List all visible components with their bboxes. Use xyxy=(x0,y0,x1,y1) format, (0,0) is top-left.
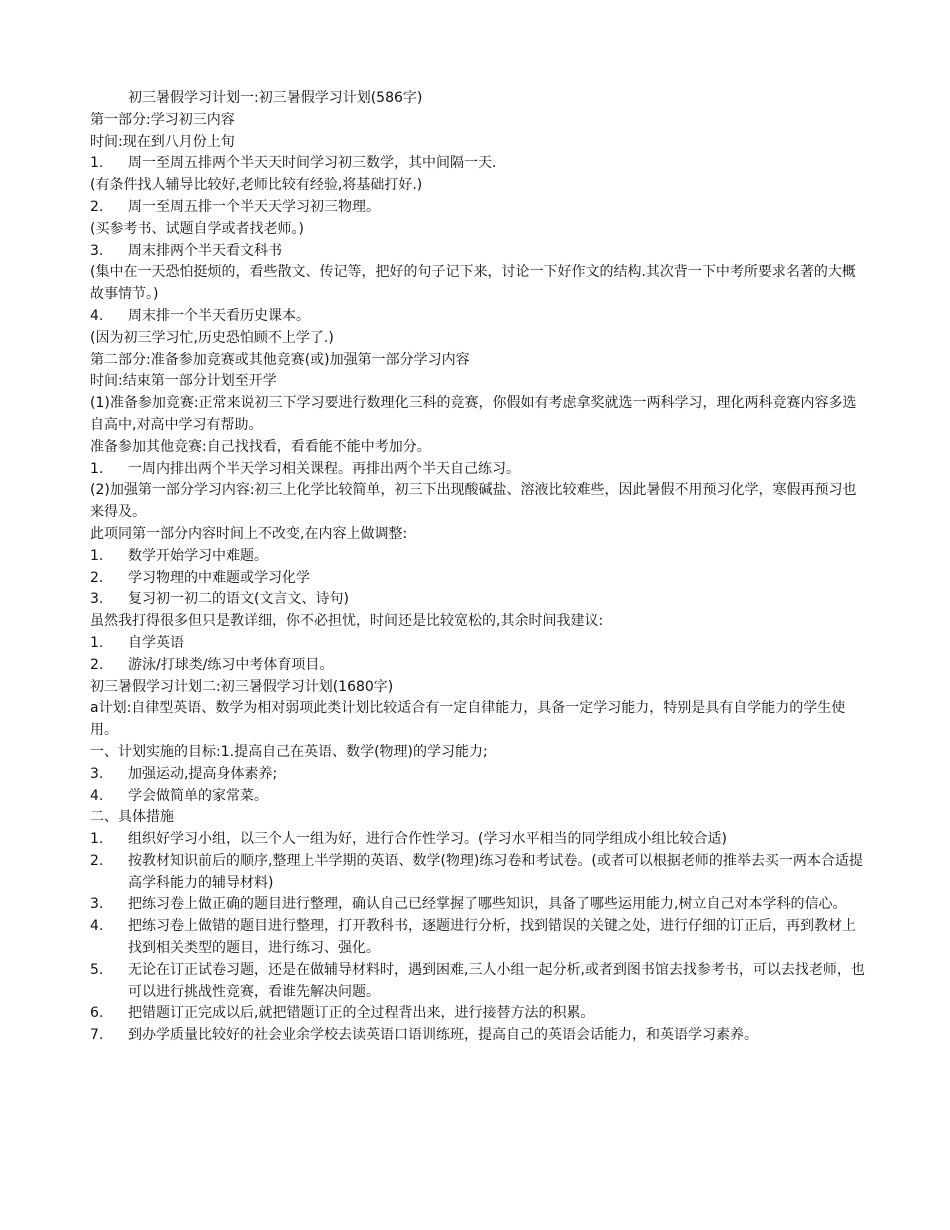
item-text: 自学英语 xyxy=(128,634,184,651)
item-number: 6. xyxy=(90,1005,104,1022)
measure-item-3 xyxy=(90,894,865,916)
goal-item-3 xyxy=(90,764,865,786)
part1-note-2: (买参考书、试题自学或者找老师。) xyxy=(90,220,304,237)
item-number: 1. xyxy=(90,155,104,172)
item-text: 按教材知识前后的顺序,整理上半学期的英语、数学(物理)练习卷和考试卷。(或者可以根据老师的推举去买一两本合适提高学科能力的辅导材料) xyxy=(128,852,863,891)
item-number: 2. xyxy=(90,198,104,215)
item-number: 2. xyxy=(90,656,104,673)
part1-note-1: (有条件找人辅导比较好,老师比较有经验,将基础打好.) xyxy=(90,177,423,194)
item-number: 3. xyxy=(90,765,104,782)
document-title: 初三暑假学习计划一:初三暑假学习计划(586字) xyxy=(128,90,423,106)
part1-note-3: (集中在一天恐怕挺烦的，看些散文、传记等，把好的句子记下来，讨论一下好作文的结构.其次背一下中考所要求名著的大概故事情节。) xyxy=(90,264,856,303)
item-number: 7. xyxy=(90,1027,104,1044)
document-body xyxy=(90,88,865,1047)
part2-item-1 xyxy=(90,459,865,481)
item-text: 周末排一个半天看历史课本。 xyxy=(128,307,310,324)
goal-item-4 xyxy=(90,786,865,808)
part1-item-2 xyxy=(90,197,865,219)
measures-heading: 二、具体措施 xyxy=(90,809,174,826)
part2-suggest: 虽然我打得很多但只是教详细，你不必担忧，时间还是比较宽松的,其余时间我建议: xyxy=(90,613,604,630)
item-text: 周一至周五排一个半天天学习初三物理。 xyxy=(128,198,380,215)
item-number: 4. xyxy=(90,918,104,935)
measure-item-2 xyxy=(90,851,865,895)
plan2-a: a计划:自律型英语、数学为相对弱项此类计划比较适合有一定自律能力，具备一定学习能力，特别是具有自学能力的学生使用。 xyxy=(90,700,846,739)
item-number: 1. xyxy=(90,634,104,651)
part2-competition: (1)准备参加竞赛:正常来说初三下学习要进行数理化三科的竞赛，你假如有考虑拿奖就选一两科学习，理化两科竞赛内容多选自高中,对高中学习有帮助。 xyxy=(90,395,857,433)
item-number: 5. xyxy=(90,961,104,978)
part2-heading: 第二部分:准备参加竞赛或其他竞赛(或)加强第一部分学习内容 xyxy=(90,351,470,368)
part2-strengthen: (2)加强第一部分学习内容:初三上化学比较简单，初三下出现酸碱盐、溶液比较难些，因此暑假不用预习化学，寒假再预习也来得及。 xyxy=(90,482,857,521)
part2-time: 时间:结束第一部分计划至开学 xyxy=(90,373,277,390)
item-text: 周一至周五排两个半天天时间学习初三数学，其中间隔一天. xyxy=(128,155,497,172)
part1-note-4: (因为初三学习忙,历史恐怕顾不上学了.) xyxy=(90,329,334,346)
adjust-item-1 xyxy=(90,546,865,568)
item-number: 1. xyxy=(90,460,104,477)
item-number: 3. xyxy=(90,242,104,259)
item-text: 把练习卷上做错的题目进行整理，打开教科书，逐题进行分析，找到错误的关键之处，进行仔细的订正后，再到教材上找到相关类型的题目，进行练习、强化。 xyxy=(128,918,856,957)
item-text: 学习物理的中难题或学习化学 xyxy=(128,569,310,586)
item-number: 2. xyxy=(90,569,104,586)
item-text: 加强运动,提高身体素养; xyxy=(128,765,278,782)
item-text: 数学开始学习中难题。 xyxy=(128,547,268,564)
goal-heading: 一、计划实施的目标:1.提高自己在英语、数学(物理)的学习能力; xyxy=(90,743,488,760)
part1-item-4 xyxy=(90,306,865,328)
item-number: 3. xyxy=(90,591,104,608)
item-text: 一周内排出两个半天学习相关课程。再排出两个半天自己练习。 xyxy=(128,460,520,477)
item-text: 到办学质量比较好的社会业余学校去读英语口语训练班，提高自己的英语会话能力，和英语学习素养。 xyxy=(128,1027,758,1044)
item-text: 无论在订正试卷习题，还是在做辅导材料时，遇到困难,三人小组一起分析,或者到图书馆去找参考书，可以去找老师，也可以进行挑战性竞赛，看谁先解决问题。 xyxy=(128,961,865,1000)
item-text: 游泳/打球类/练习中考体育项目。 xyxy=(128,656,334,673)
item-text: 周末排两个半天看文科书 xyxy=(128,242,282,259)
item-text: 学会做简单的家常菜。 xyxy=(128,787,268,804)
part1-time: 时间:现在到八月份上旬 xyxy=(90,133,235,150)
item-number: 4. xyxy=(90,787,104,804)
suggest-item-1 xyxy=(90,633,865,655)
adjust-item-3 xyxy=(90,589,865,611)
part2-other-competition: 准备参加其他竞赛:自己找找看，看看能不能中考加分。 xyxy=(90,438,431,455)
part1-heading: 第一部分:学习初三内容 xyxy=(90,111,235,128)
item-text: 组织好学习小组，以三个人一组为好，进行合作性学习。(学习水平相当的同学组成小组比较合适) xyxy=(128,831,727,848)
suggest-item-2 xyxy=(90,655,865,677)
measure-item-5 xyxy=(90,960,865,1004)
item-number: 4. xyxy=(90,307,104,324)
measure-item-1 xyxy=(90,829,865,851)
part1-item-1 xyxy=(90,153,865,175)
item-number: 2. xyxy=(90,852,104,869)
adjust-item-2 xyxy=(90,568,865,590)
measure-item-7 xyxy=(90,1025,865,1047)
item-number: 1. xyxy=(90,547,104,564)
part1-item-3 xyxy=(90,241,865,263)
item-text: 把练习卷上做正确的题目进行整理，确认自己已经掌握了哪些知识，具备了哪些运用能力,树立自己对本学科的信心。 xyxy=(128,896,847,913)
item-text: 把错题订正完成以后,就把错题订正的全过程背出来，进行接替方法的积累。 xyxy=(128,1005,595,1022)
part2-adjust: 此项同第一部分内容时间上不改变,在内容上做调整: xyxy=(90,525,408,542)
measure-item-6 xyxy=(90,1003,865,1025)
item-number: 1. xyxy=(90,831,104,848)
item-number: 3. xyxy=(90,896,104,913)
plan2-title: 初三暑假学习计划二:初三暑假学习计划(1680字) xyxy=(90,678,394,695)
item-text: 复习初一初二的语文(文言文、诗句) xyxy=(128,591,349,608)
measure-item-4 xyxy=(90,916,865,960)
